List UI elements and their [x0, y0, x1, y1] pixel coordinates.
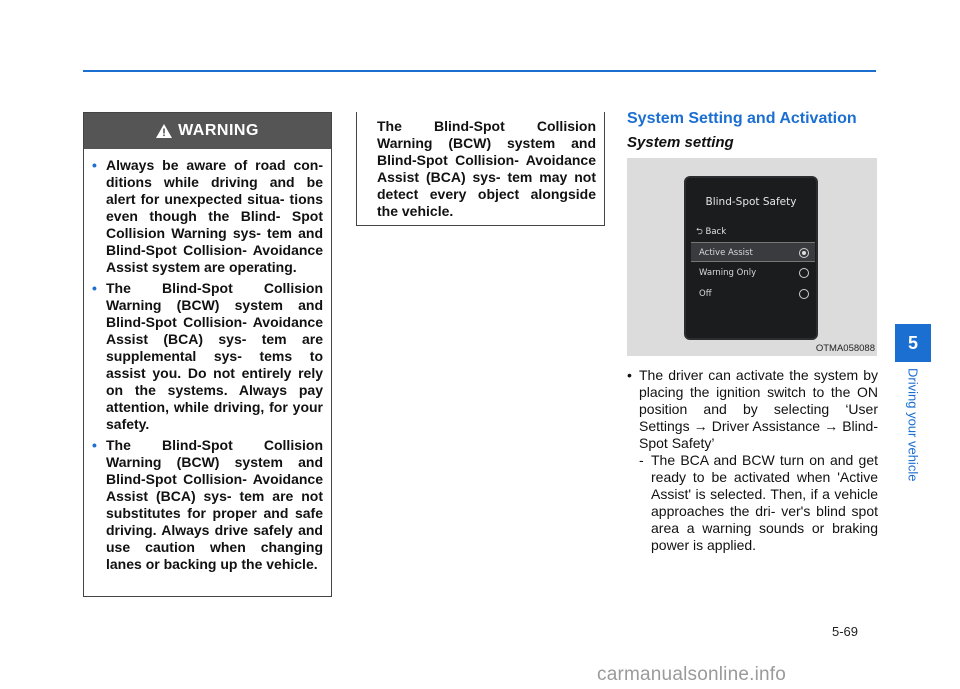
warning-list — [84, 149, 331, 573]
figure-code: OTMA058088 — [815, 343, 875, 354]
back-arrow-icon: ⮌ — [696, 227, 703, 237]
chapter-number-tab: 5 — [895, 324, 931, 362]
warning-heading: WARNING — [178, 122, 259, 139]
warning-item: • The Blind-Spot Collision Warning (BCW) system and Blind-Spot Collision- Avoidance Assist (BCA) sys- tem are not substitutes for proper and safe driving. Always drive safely and use caution when changing lanes or backing up the vehicle. — [92, 437, 323, 572]
radio-selected-icon — [799, 248, 809, 258]
warning-item: • The Blind-Spot Collision Warning (BCW) system and Blind-Spot Collision- Avoidance Assist (BCA) sys- tem are supplemental sys- tems to assist you. Do not entirely rely on the systems. Always pay attention, while driving, for your safety. — [92, 280, 323, 432]
display-screen — [684, 176, 818, 340]
warning-box — [83, 112, 332, 597]
radio-icon — [799, 268, 809, 278]
warning-item: • Always be aware of road con- ditions while driving and be alert for unexpected situa- tions even though the Blind- Spot Collision Warning sys- tem and Blind-Spot Collision- Avoidance Assist system are operating. — [92, 157, 323, 275]
section-subtitle: System setting — [627, 134, 734, 151]
page-number: 5-69 — [832, 624, 859, 639]
body-dash-text: The BCA and BCW turn on and get ready to be activated when 'Active Assist' is selected. Then, if a vehicle approaches the dri- ver's blind spot area a warning sounds or braking power is applied. — [651, 452, 878, 553]
warning-header — [84, 113, 331, 149]
bullet-icon: • — [92, 157, 97, 173]
screen-title: Blind-Spot Safety — [705, 196, 797, 208]
option-warning-only: Warning Only — [691, 263, 815, 283]
top-rule — [83, 70, 876, 72]
bullet-icon: • — [627, 367, 632, 383]
settings-screen-figure — [627, 158, 877, 356]
warning-triangle-icon — [156, 124, 172, 138]
option-active-assist: Active Assist — [691, 242, 815, 262]
dash-marker: - — [639, 452, 644, 468]
warning-continuation-box — [356, 112, 605, 226]
chapter-label: Driving your vehicle — [905, 368, 921, 482]
body-dash-item — [639, 452, 878, 554]
option-off: Off — [691, 284, 815, 304]
body-bullet-item — [627, 367, 878, 452]
section-title: System Setting and Activation — [627, 110, 857, 127]
back-button: ⮌ Back — [696, 227, 727, 237]
radio-icon — [799, 289, 809, 299]
bullet-icon: • — [92, 280, 97, 296]
warning-continuation-text: The Blind-Spot Collision Warning (BCW) system and Blind-Spot Collision- Avoidance Assist (BCA) sys- tem may not detect every object alongside the vehicle. — [377, 118, 596, 219]
watermark: carmanualsonline.info — [597, 664, 787, 685]
body-bullet-text: The driver can activate the system by placing the ignition switch to the ON position and by selecting ‘User Settings → Driver Assistance → Blind-Spot Safety’ — [639, 367, 878, 451]
bullet-icon: • — [92, 437, 97, 453]
